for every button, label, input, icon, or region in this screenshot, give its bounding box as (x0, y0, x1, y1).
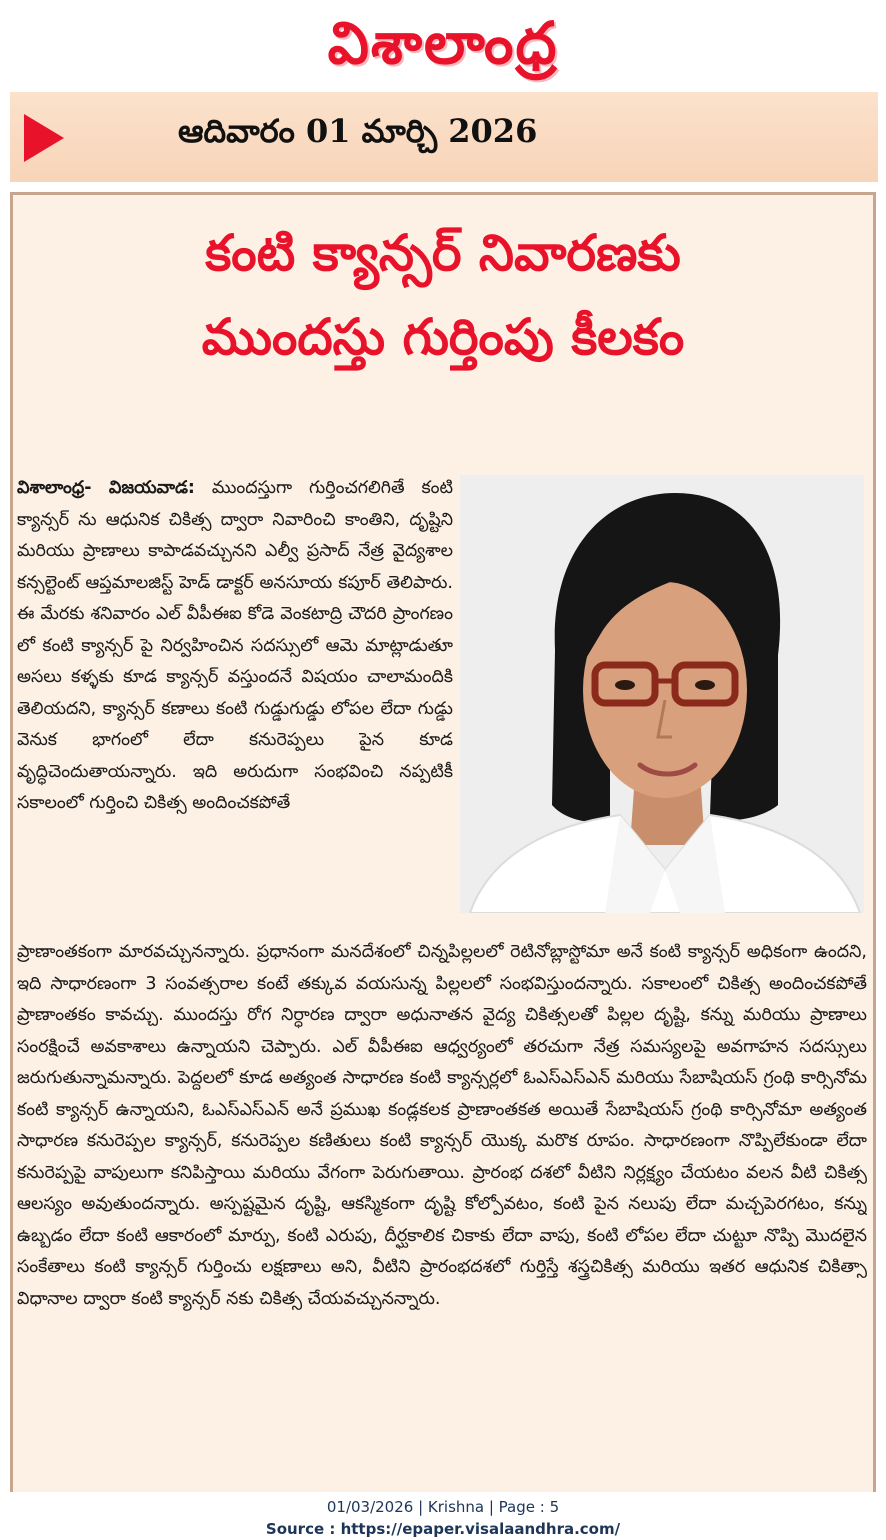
headline-line-1: కంటి క్యాన్సర్ నివారణకు (205, 224, 681, 282)
arrow-icon (24, 114, 64, 162)
news-article (10, 192, 876, 1492)
issue-date: ఆదివారం 01 మార్చి 2026 (178, 112, 538, 150)
doctor-photo (460, 475, 864, 913)
masthead (0, 0, 886, 86)
source-link[interactable]: Source : https://epaper.visalaandhra.com/ (265, 1520, 621, 1538)
page-footer (0, 1496, 886, 1540)
date-band (10, 92, 878, 182)
newspaper-logo: విశాలాంధ్ర (327, 9, 559, 77)
article-paragraph-body: ప్రాణాంతకంగా మారవచ్చునన్నారు. ప్రధానంగా మనదేశంలో చిన్నపిల్లలలో రెటినోబ్లాస్టోమా అనే కంటి క్యాన్సర్ అధికంగా ఉందని, ఇది సాధారణంగా 3 సంవత్సరాల కంటే తక్కువ వయసున్న పిల్లలలో సంభవిస్తుందన్నారు. సకాలంలో చికిత్స అందించకపోతే ప్రాణాంతకం కావచ్చు. ముందస్తు రోగ నిర్ధారణ ద్వారా అధునాతన వైద్య చికిత్సలతో పిల్లల దృష్టి, కన్ను మరియు ప్రాణాలు సంరక్షించే అవకాశాలు ఉన్నాయని చెప్పారు. ఎల్ వీపీఈఐ ఆధ్వర్యంలో తరచుగా నేత్ర సమస్యలపై అవగాహన సదస్సులు జరుగుతున్నామన్నారు. పెద్దలలో కూడ అత్యంత సాధారణ కంటి క్యాన్సర్లలో ఓఎస్ఎస్ఎన్ మరియు సేబాషియస్ గ్రంథి కార్సినోమ కంటి క్యాన్సర్ ఉన్నాయని, ఓఎస్ఎస్ఎన్ అనే ప్రముఖ కండ్లకలక ప్రాణాంతకత అయితే సేబాషియస్ గ్రంథి కార్సినోమా అత్యంత సాధారణ కనురెప్పల క్యాన్సర్, కనురెప్పల కణితులు కంటి క్యాన్సర్ యొక్క మరొక రూపం. సాధారణంగా నొప్పిలేకుండా లేదా కనురెప్పపై వాపులుగా కనిపిస్తాయి మరియు వేగంగా పెరుగుతాయి. ప్రారంభ దశలో వీటిని నిర్లక్ష్యం చేయటం వలన వీటి చికిత్స ఆలస్యం అవుతుందన్నారు. అస్పష్టమైన దృష్టి, ఆకస్మికంగా దృష్టి కోల్పోవటం, కంటి పైన నలుపు లేదా మచ్చపెరగటం, కన్ను ఉబ్బడం లేదా కంటి ఆకారంలో మార్పు, కంటి ఎరుపు, దీర్ఘకాలిక చికాకు లేదా వాపు, కంటి లోపల లేదా చుట్టూ నొప్పి మొదలైన సంకేతాలు కంటి క్యాన్సర్ గుర్తించు లక్షణాలు అని, వీటిని ప్రారంభదశలో గుర్తిస్తే శస్త్రచికిత్స మరియు ఇతర ఆధునిక చికిత్సా విధానాల ద్వారా కంటి క్యాన్సర్ నకు చికిత్స చేయవచ్చునన్నారు. (17, 942, 867, 1309)
intro-text: ముందస్తుగా గుర్తించగలిగితే కంటి క్యాన్సర్ ను ఆధునిక చికిత్స ద్వారా నివారించి కాంతిని, దృష్టిని మరియు ప్రాణాలు కాపాడవచ్చునని ఎల్వీ ప్రసాద్ నేత్ర వైద్యశాల కన్సల్టెంట్ ఆప్తమాలజిస్ట్ హెడ్ డాక్టర్ అనసూయ కపూర్ తెలిపారు. ఈ మేరకు శనివారం ఎల్ వీపీఈఐ కోడె వెంకటాద్రి చౌదరి ప్రాంగణం లో కంటి క్యాన్సర్ పై నిర్వహించిన సదస్సులో ఆమె మాట్లాడుతూ అసలు కళ్ళకు కూడ క్యాన్సర్ వస్తుందనే విషయం చాలామందికి తెలియదని, క్యాన్సర్ కణాలు కంటి గుడ్డుగుడ్డు లోపల లేదా గుడ్డు వెనుక భాగంలో లేదా కనురెప్పలు పైన కూడ వృద్ధిచెందుతాయన్నారు. ఇది అరుదుగా సంభవించి నప్పటికీ సకాలంలో గుర్తించి చికిత్స అందించకపోతే (17, 478, 453, 813)
dateline: విశాలాంధ్ర- విజయవాడ: (17, 478, 195, 498)
headline-line-2: ముందస్తు గుర్తింపు కీలకం (201, 308, 685, 366)
article-paragraph-intro (17, 473, 453, 923)
edition-info: 01/03/2026 | Krishna | Page : 5 (326, 1498, 560, 1516)
headline (13, 211, 873, 379)
